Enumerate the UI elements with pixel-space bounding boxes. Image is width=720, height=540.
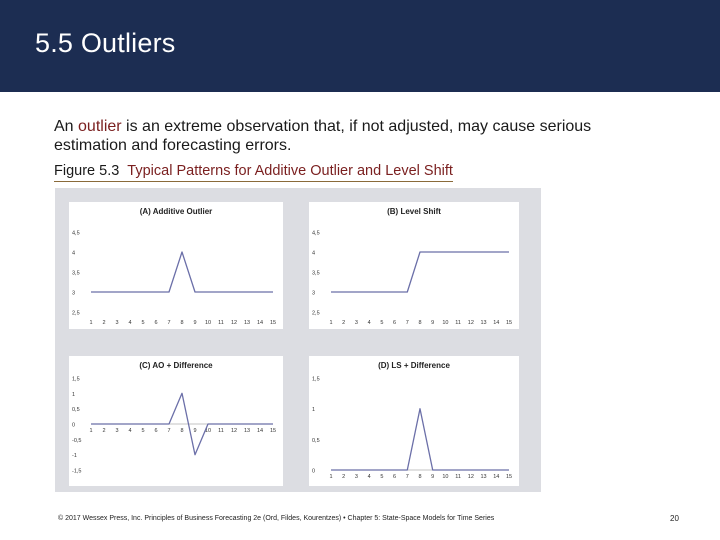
x-tick-label: 12 <box>230 428 238 434</box>
chart-panel-background <box>309 202 519 329</box>
y-tick-label: 2,5 <box>312 310 320 317</box>
x-tick-label: 5 <box>141 320 145 326</box>
x-tick-label: 1 <box>329 474 333 480</box>
y-tick-label: 3 <box>312 290 316 297</box>
x-tick-label: 15 <box>269 428 277 434</box>
chart-panel-2 <box>309 202 519 329</box>
x-tick-label: 14 <box>256 428 264 434</box>
x-tick-label: 12 <box>467 474 474 480</box>
y-tick-label: 3,5 <box>72 270 80 277</box>
x-tick-label: 15 <box>269 320 277 326</box>
x-tick-label: 1 <box>329 320 333 326</box>
x-tick-label: 7 <box>405 474 409 480</box>
chart-panel-1 <box>69 202 283 329</box>
y-tick-label: 0,5 <box>72 407 80 414</box>
y-tick-label: 0,5 <box>312 437 320 444</box>
y-tick-label: 3 <box>72 290 76 297</box>
y-tick-label: -1,5 <box>72 468 82 475</box>
y-tick-label: 4,5 <box>72 230 80 237</box>
x-tick-label: 4 <box>128 320 132 326</box>
x-tick-label: 11 <box>218 428 224 434</box>
intro-paragraph <box>54 117 654 155</box>
x-tick-label: 8 <box>180 428 184 434</box>
x-tick-label: 13 <box>480 474 487 480</box>
x-tick-label: 10 <box>204 320 212 326</box>
chart-title: (C) AO + Difference <box>139 361 213 370</box>
x-tick-label: 9 <box>193 320 197 326</box>
x-tick-label: 13 <box>243 320 251 326</box>
x-tick-label: 3 <box>115 320 119 326</box>
x-tick-label: 6 <box>154 320 158 326</box>
x-tick-label: 12 <box>230 320 238 326</box>
y-tick-label: 2,5 <box>72 310 80 317</box>
x-tick-label: 6 <box>393 320 397 326</box>
x-tick-label: 5 <box>141 428 145 434</box>
intro-text-start: An <box>54 118 79 135</box>
title-bar <box>0 0 720 92</box>
x-tick-label: 13 <box>243 428 251 434</box>
x-tick-label: 12 <box>467 320 474 326</box>
x-tick-label: 6 <box>154 428 158 434</box>
x-tick-label: 6 <box>393 474 397 480</box>
x-tick-label: 8 <box>418 320 422 326</box>
y-tick-label: 3,5 <box>312 270 320 277</box>
x-tick-label: 9 <box>431 474 435 480</box>
x-tick-label: 8 <box>180 320 184 326</box>
x-tick-label: 7 <box>405 320 409 326</box>
intro-term: outlier <box>78 118 122 135</box>
x-tick-label: 7 <box>167 428 171 434</box>
intro-text-end: is an extreme observation that, if not adjusted, may cause serious estimation and forecasting errors. <box>54 118 592 154</box>
footer-credit: © 2017 Wessex Press, Inc. Principles of Business Forecasting 2e (Ord, Fildes, Kourentzes) • Chapter 5: State-Space Models for Time Series <box>58 515 495 522</box>
chart-panel-4 <box>309 356 519 486</box>
slide-title: 5.5 Outliers <box>35 28 176 58</box>
x-tick-label: 3 <box>115 428 119 434</box>
y-tick-label: 4,5 <box>312 230 320 237</box>
x-tick-label: 3 <box>354 320 358 326</box>
x-tick-label: 14 <box>256 320 264 326</box>
chart-panel-background <box>309 356 519 486</box>
x-tick-label: 14 <box>493 320 500 326</box>
x-tick-label: 5 <box>380 320 384 326</box>
x-tick-label: 7 <box>167 320 171 326</box>
y-tick-label: 1,5 <box>312 376 320 383</box>
x-tick-label: 15 <box>505 320 513 326</box>
y-tick-label: 1 <box>312 407 316 414</box>
x-tick-label: 10 <box>442 474 449 480</box>
x-tick-label: 9 <box>193 428 197 434</box>
y-tick-label: -1 <box>72 453 77 460</box>
page-number: 20 <box>670 514 679 523</box>
x-tick-label: 3 <box>354 474 358 480</box>
figure-title: Typical Patterns for Additive Outlier and Level Shift <box>127 163 453 179</box>
y-tick-label: 0 <box>312 468 316 475</box>
figure-number: Figure 5.3 <box>54 163 120 179</box>
y-tick-label: -0,5 <box>72 437 82 444</box>
x-tick-label: 15 <box>505 474 513 480</box>
y-tick-label: 1,5 <box>72 376 80 383</box>
y-tick-label: 4 <box>312 250 316 257</box>
x-tick-label: 10 <box>442 320 449 326</box>
x-tick-label: 4 <box>367 474 371 480</box>
x-tick-label: 2 <box>102 320 106 326</box>
x-tick-label: 14 <box>493 474 500 480</box>
x-tick-label: 11 <box>455 320 462 326</box>
y-tick-label: 0 <box>72 422 76 429</box>
chart-title: (B) Level Shift <box>387 207 441 216</box>
x-tick-label: 2 <box>342 320 346 326</box>
x-tick-label: 8 <box>418 474 422 480</box>
x-tick-label: 10 <box>204 428 212 434</box>
chart-title: (A) Additive Outlier <box>139 207 213 216</box>
chart-panel-3 <box>69 356 283 486</box>
y-tick-label: 4 <box>72 250 76 257</box>
chart-title: (D) LS + Difference <box>378 361 450 370</box>
chart-panel-background <box>69 202 283 329</box>
y-tick-label: 1 <box>72 391 76 398</box>
chart-panel-background <box>69 356 283 486</box>
figure-charts <box>55 188 541 492</box>
x-tick-label: 2 <box>102 428 106 434</box>
x-tick-label: 1 <box>89 428 93 434</box>
x-tick-label: 5 <box>380 474 384 480</box>
x-tick-label: 2 <box>342 474 346 480</box>
x-tick-label: 11 <box>455 474 462 480</box>
x-tick-label: 13 <box>480 320 487 326</box>
x-tick-label: 9 <box>431 320 435 326</box>
x-tick-label: 4 <box>128 428 132 434</box>
figure-caption <box>54 163 453 182</box>
x-tick-label: 4 <box>367 320 371 326</box>
x-tick-label: 1 <box>89 320 93 326</box>
figure-panel-grid <box>55 188 541 492</box>
x-tick-label: 11 <box>218 320 224 326</box>
